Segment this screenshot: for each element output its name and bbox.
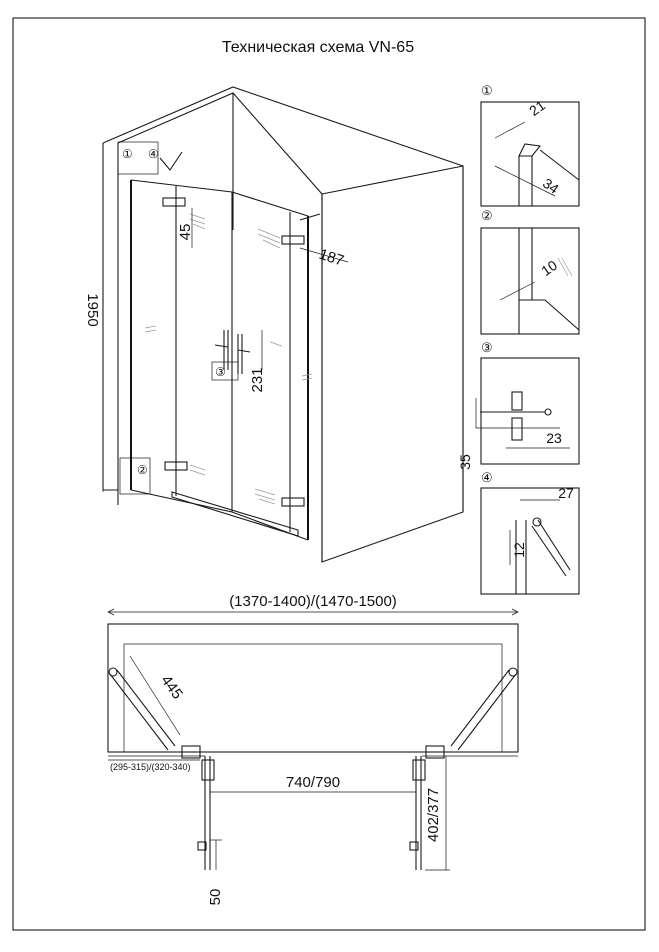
hinge-top-right bbox=[282, 236, 304, 244]
hinge-top-left bbox=[163, 198, 185, 206]
dim-handle-depth-label: 50 bbox=[207, 888, 224, 906]
dim-opening-label: 740/790 bbox=[285, 774, 341, 791]
detail-2-frame bbox=[481, 228, 579, 334]
dim-hinge-gap-label: 45 bbox=[177, 223, 194, 241]
top-edge bbox=[131, 180, 308, 216]
callout-marker-3: ③ bbox=[215, 365, 226, 379]
right-wall-top bbox=[233, 93, 322, 194]
drawing-title: Техническая схема VN-65 bbox=[221, 39, 415, 56]
detail-3-marker: ③ bbox=[481, 340, 493, 355]
detail-2-marker: ② bbox=[481, 208, 493, 223]
detail-3-dim-a: 35 bbox=[457, 454, 473, 470]
right-door-arc-a bbox=[458, 674, 516, 750]
left-door-arc-a bbox=[110, 674, 168, 750]
detail-3-dim-b: 23 bbox=[546, 430, 562, 446]
detail-4-frame bbox=[481, 488, 579, 594]
detail-panel-1 bbox=[481, 83, 579, 206]
hinge-bottom-right bbox=[282, 498, 304, 506]
dim-height-label: 1950 bbox=[84, 293, 101, 327]
detail-1-frame bbox=[481, 102, 579, 206]
detail-1-dim-b: 34 bbox=[539, 174, 562, 197]
detail-panel-2 bbox=[481, 208, 579, 334]
detail-panel-3 bbox=[457, 340, 579, 470]
top-bracket bbox=[160, 152, 182, 170]
detail-4-dim-b: 12 bbox=[511, 542, 527, 558]
right-wall-block bbox=[322, 166, 463, 562]
detail-2-dim-a: 10 bbox=[538, 256, 561, 279]
tray-inner bbox=[124, 644, 502, 752]
dim-wall-profile-label: 187 bbox=[316, 245, 346, 270]
dim-handle-offset-label: 231 bbox=[249, 367, 266, 393]
callout-marker-1: ① bbox=[122, 147, 133, 161]
dim-width-label: (1370-1400)/(1470-1500) bbox=[229, 593, 397, 610]
detail-4-dim-a: 27 bbox=[558, 485, 574, 501]
floor-left bbox=[103, 490, 118, 505]
plan-view bbox=[108, 593, 518, 905]
detail-1-marker: ① bbox=[481, 83, 493, 98]
perspective-view bbox=[84, 87, 463, 562]
detail-4-marker: ④ bbox=[481, 470, 493, 485]
callout-marker-4: ④ bbox=[148, 147, 159, 161]
callout-marker-2: ② bbox=[137, 463, 148, 477]
detail-panel-4 bbox=[481, 470, 579, 594]
dim-swing-depth-label: 402/377 bbox=[425, 787, 442, 843]
detail-1-dim-a: 21 bbox=[526, 96, 549, 119]
dim-panel-range-label: (295-315)/(320-340) bbox=[110, 762, 191, 772]
dim-door-arm-label: 445 bbox=[157, 672, 186, 703]
sheet-border bbox=[13, 18, 645, 930]
